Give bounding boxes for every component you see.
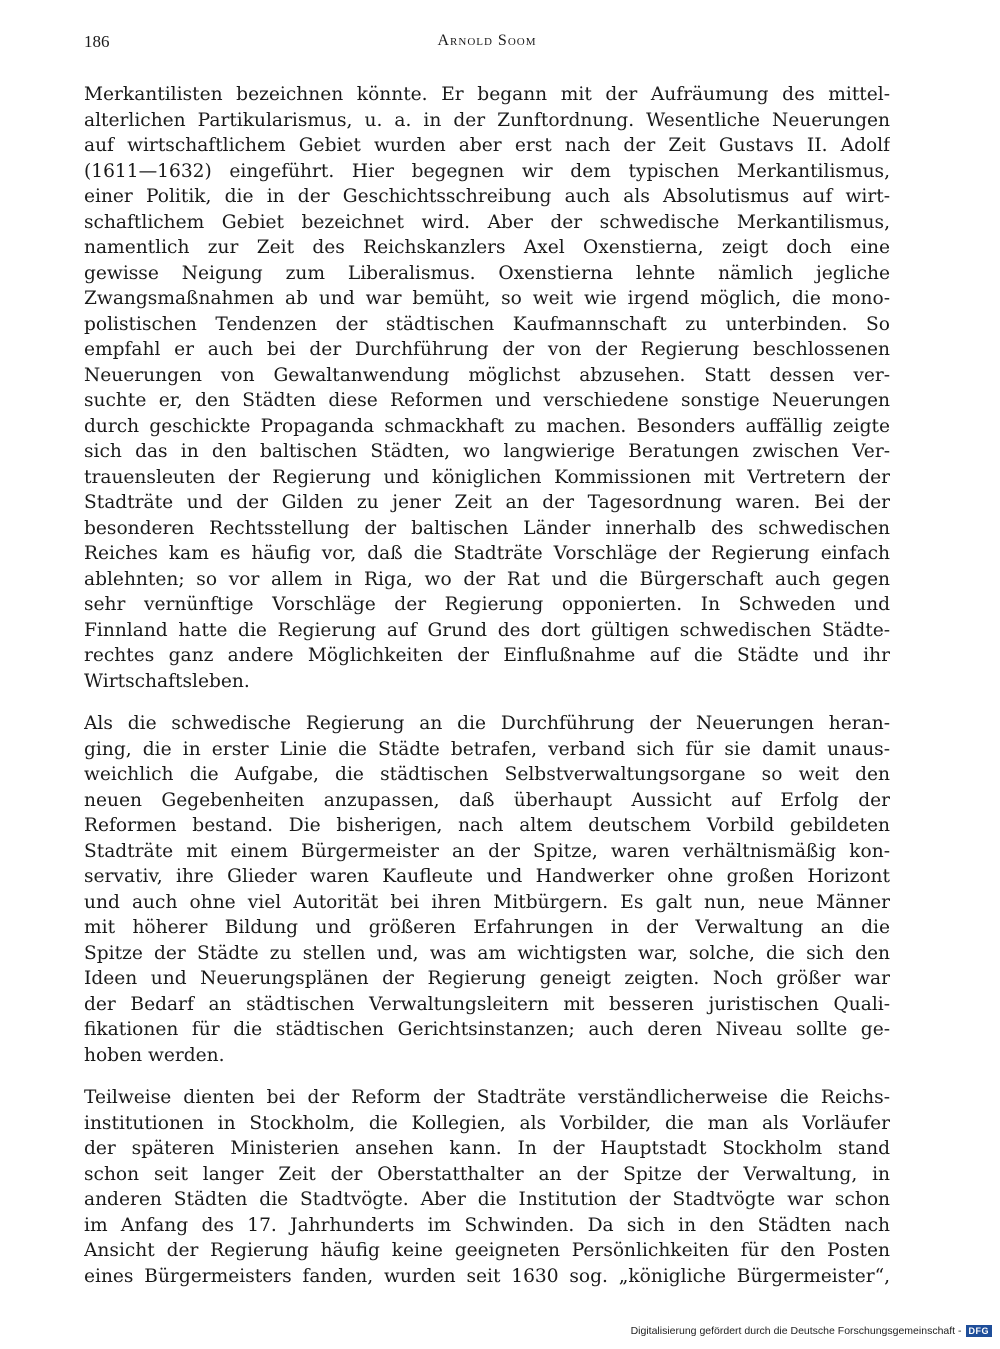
text-line: neuen Gegebenheiten anzupassen, daß überhaupt Aussicht auf Erfolg der	[84, 789, 890, 811]
text-line: rechtes ganz andere Möglichkeiten der Einflußnahme auf die Städte und ihr	[84, 645, 890, 666]
text-line: auf wirtschaftlichem Gebiet wurden aber erst nach der Zeit Gustavs II. Adolf	[84, 135, 890, 156]
text-line: polistischen Tendenzen der städtischen Kaufmannschaft zu unterbinden. So	[84, 313, 890, 335]
text-line: im Anfang des 17. Jahrhunderts im Schwinden. Da sich in den Städten nach	[84, 1214, 890, 1236]
page-number: 186	[84, 32, 110, 51]
text-line: (1611—1632) eingeführt. Hier begegnen wir dem typischen Merkantilismus,	[84, 160, 890, 182]
text-line: schon seit langer Zeit der Oberstatthalter an der Spitze der Verwaltung, in	[84, 1163, 890, 1185]
text-line: fikationen für die städtischen Gerichtsinstanzen; auch deren Niveau sollte ge-	[84, 1019, 890, 1040]
text-line: sich das in den baltischen Städten, wo langwierige Beratungen zwischen Ver-	[84, 441, 890, 462]
text-line: Finnland hatte die Regierung auf Grund des dort gültigen schwedischen Städte-	[84, 619, 890, 641]
text-line: Merkantilisten bezeichnen könnte. Er begann mit der Aufräumung des mittel-	[84, 84, 890, 105]
page-header	[84, 32, 890, 60]
text-line: weichlich die Aufgabe, die städtischen Selbstverwaltungsorgane so weit den	[84, 764, 890, 785]
text-line: Stadträte mit einem Bürgermeister an der Spitze, waren verhältnismäßig kon-	[84, 840, 890, 862]
text-line: hoben werden.	[84, 1044, 225, 1066]
text-line: einer Politik, die in der Geschichtsschreibung auch als Absolutismus auf wirt-	[84, 186, 890, 207]
text-line: besonderen Rechtsstellung der baltischen Länder innerhalb des schwedischen	[84, 517, 890, 539]
running-head: Arnold Soom	[437, 32, 537, 49]
text-line: Teilweise dienten bei der Reform der Stadträte verständlicherweise die Reichs-	[84, 1087, 890, 1108]
text-line: schaftlichem Gebiet bezeichnet wird. Aber der schwedische Merkantilismus,	[84, 211, 890, 233]
text-line: Stadträte und der Gilden zu jener Zeit an der Tagesordnung waren. Bei der	[84, 492, 890, 513]
text-line: Reformen bestand. Die bisherigen, nach altem deutschem Vorbild gebildeten	[84, 815, 890, 836]
text-line: suchte er, den Städten diese Reformen und verschiedene sonstige Neuerungen	[84, 390, 890, 411]
text-line: anderen Städten die Stadtvögte. Aber die Institution der Stadtvögte war schon	[84, 1189, 890, 1210]
text-line: institutionen in Stockholm, die Kollegien, als Vorbilder, die man als Vorläufer	[84, 1112, 890, 1134]
text-line: namentlich zur Zeit des Reichskanzlers Axel Oxenstierna, zeigt doch eine	[84, 237, 890, 258]
text-line: ablehnten; so vor allem in Riga, wo der Rat und die Bürgerschaft auch gegen	[84, 568, 890, 590]
text-line: gewisse Neigung zum Liberalismus. Oxenstierna lehnte nämlich jegliche	[84, 262, 890, 284]
paragraph	[84, 711, 890, 1068]
text-line: Ideen und Neuerungsplänen der Regierung geneigt zeigten. Noch größer war	[84, 968, 890, 989]
body-text	[84, 82, 890, 1306]
paragraph	[84, 82, 890, 694]
text-line: Ansicht der Regierung häufig keine geeigneten Persönlichkeiten für den Posten	[84, 1240, 890, 1261]
text-line: sehr vernünftige Vorschläge der Regierung opponierten. In Schweden und	[84, 594, 890, 615]
paragraph	[84, 1085, 890, 1289]
text-line: empfahl er auch bei der Durchführung der von der Regierung beschlossenen	[84, 339, 890, 360]
text-line: Zwangsmaßnahmen ab und war bemüht, so weit wie irgend möglich, die mono-	[84, 288, 890, 309]
text-line: servativ, ihre Glieder waren Kaufleute und Handwerker ohne großen Horizont	[84, 866, 890, 887]
footer-text: Digitalisierung gefördert durch die Deutsche Forschungsgemeinschaft -	[630, 1325, 962, 1337]
dfg-logo: DFG	[966, 1325, 993, 1337]
text-line: trauensleuten der Regierung und königlichen Kommissionen mit Vertretern der	[84, 466, 890, 488]
text-line: ging, die in erster Linie die Städte betrafen, verband sich für sie damit unaus-	[84, 738, 890, 760]
text-line: durch geschickte Propaganda schmackhaft zu machen. Besonders auffällig zeigte	[84, 415, 890, 437]
text-line: und auch ohne viel Autorität bei ihren Mitbürgern. Es galt nun, neue Männer	[84, 891, 890, 913]
text-line: der Bedarf an städtischen Verwaltungsleitern mit besseren juristischen Quali-	[84, 993, 890, 1015]
text-line: der späteren Ministerien ansehen kann. In der Hauptstadt Stockholm stand	[84, 1138, 890, 1159]
text-line: Neuerungen von Gewaltanwendung möglichst abzusehen. Statt dessen ver-	[84, 364, 890, 386]
text-line: Als die schwedische Regierung an die Durchführung der Neuerungen heran-	[84, 713, 890, 734]
digitization-footer	[631, 1325, 992, 1337]
text-line: Wirtschaftsleben.	[84, 670, 250, 692]
text-line: alterlichen Partikularismus, u. a. in der Zunftordnung. Wesentliche Neuerungen	[84, 109, 890, 131]
text-line: eines Bürgermeisters fanden, wurden seit 1630 sog. „königliche Bürgermeister“,	[84, 1265, 890, 1287]
text-line: mit höherer Bildung und größeren Erfahrungen in der Verwaltung an die	[84, 917, 890, 938]
text-line: Spitze der Städte zu stellen und, was am wichtigsten war, solche, die sich den	[84, 942, 890, 964]
text-line: Reiches kam es häufig vor, daß die Stadträte Vorschläge der Regierung einfach	[84, 543, 890, 564]
